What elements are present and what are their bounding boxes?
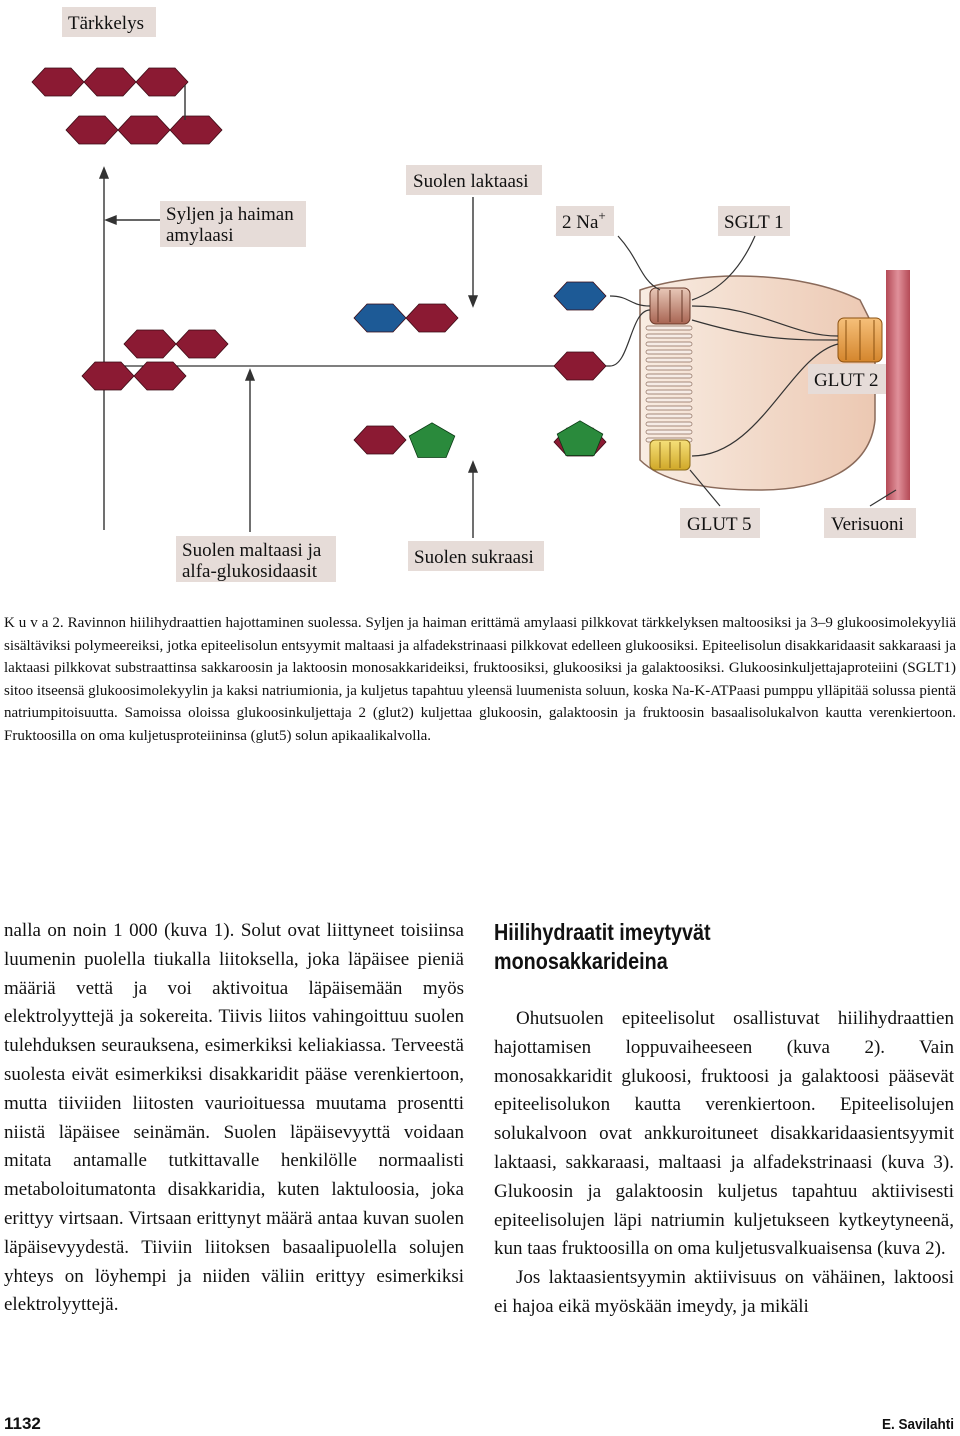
- microvillus: [646, 350, 692, 354]
- glucose-molecule: [354, 426, 406, 454]
- left-column-text: nalla on noin 1 000 (kuva 1). Solut ovat liittyneet toisiinsa luumenin puolella tiukalla liitoksella, joka läpäisee pieniä määriä vettä ja voi aktivoitua läpäisemään myös elektrolyyttejä ja sokereita. Tiivis liitos vahingoittuu suolen tulehduksen seurauksena, esimerkiksi keliakiassa. Terveestä suolesta eivät esimerkiksi disakkaridit pääse verenkiertoon, mutta tiiviiden liitosten vaurioituessa muutama prosentti niistä läpäisee seinämän. Suolen läpäisevyyttä voidaan mitata antamalle tutkittavalle henkilölle normaalisti metaboloitumatonta disakkaridia, kuten laktuloosia, joka erittyy virtsaan. Virtsaan erittynyt määrä antaa kuvan suolen läpäisevyydestä. Tiiviin liitoksen basaalipuolella solujen yhteys on löyhempi ja niiden väliin erittyy esimerkiksi elektrolyyttejä.: [4, 920, 464, 1316]
- enzyme-arrows: [100, 85, 610, 538]
- microvillus: [646, 358, 692, 362]
- svg-text:Suolen sukraasi: Suolen sukraasi: [414, 547, 534, 568]
- glut5-label: [680, 508, 760, 538]
- amylase-label: [160, 201, 306, 247]
- fructose-molecule: [557, 421, 603, 456]
- brush-border: [646, 326, 692, 442]
- lactase-label: [406, 165, 542, 195]
- microvillus: [646, 326, 692, 330]
- microvillus: [646, 342, 692, 346]
- svg-text:Tärkkelys: Tärkkelys: [68, 13, 144, 34]
- svg-text:GLUT 5: GLUT 5: [687, 514, 752, 535]
- starch-chain: [32, 68, 222, 144]
- glucose-molecule: [170, 116, 222, 144]
- sodium-label: [556, 206, 614, 236]
- glut5-transporter: [650, 440, 690, 470]
- galactose-molecule: [554, 282, 606, 310]
- glucose-molecule: [406, 304, 458, 332]
- right-paragraph-2: Jos laktaasientsyymin aktiivisuus on vähäinen, laktoosi ei hajoa eikä myöskään imeydy, ja mikäli: [494, 1267, 954, 1317]
- sglt1-transporter: [650, 288, 690, 324]
- right-paragraph-1: Ohutsuolen epiteelisolut osallistuvat hiilihydraattien hajottamisen loppuvaiheeseen (kuva 2). Vain monosakkaridit glukoosi, fruktoosi ja galaktoosi pääsevät epiteelisolukon kautta verenkiertoon. Epiteelisolujen solukalvoon ovat ankkuroituneet disakkaridaasientsyymit laktaasi, sakkaraasi, maltaasi ja alfadekstrinaasi (kuva 3). Glukoosin ja galaktoosin kuljetus tapahtuu aktiivisesti epiteelisolujen läpi natriumin kuljetukseen kytkeytyneenä, kun taas fruktoosilla on oma kuljetusvalkuaisensa (kuva 2).: [494, 1008, 954, 1260]
- svg-text:GLUT 2: GLUT 2: [814, 370, 879, 391]
- microvillus: [646, 334, 692, 338]
- svg-text:amylaasi: amylaasi: [166, 225, 234, 246]
- svg-text:2 Na+: 2 Na+: [562, 208, 606, 233]
- svg-text:Syljen ja haiman: Syljen ja haiman: [166, 204, 294, 225]
- carbohydrate-digestion-figure: [0, 0, 960, 600]
- glucose-molecule: [32, 68, 84, 96]
- microvillus: [646, 374, 692, 378]
- glut2-label: [808, 364, 888, 394]
- microvillus: [646, 390, 692, 394]
- svg-text:SGLT 1: SGLT 1: [724, 212, 784, 233]
- glucose-molecule: [554, 352, 606, 380]
- microvillus: [646, 422, 692, 426]
- glucose-molecule: [124, 330, 176, 358]
- author-name: E. Savilahti: [881, 1416, 954, 1433]
- left-column: [4, 917, 464, 1320]
- microvillus: [646, 406, 692, 410]
- glut2-transporter: [838, 318, 882, 362]
- svg-text:Suolen laktaasi: Suolen laktaasi: [413, 171, 529, 192]
- glucose-molecule: [176, 330, 228, 358]
- microvillus: [646, 414, 692, 418]
- microvillus: [646, 382, 692, 386]
- sugar-molecules: [82, 282, 606, 458]
- microvillus: [646, 366, 692, 370]
- svg-text:Suolen maltaasi ja: Suolen maltaasi ja: [182, 540, 322, 561]
- svg-text:Verisuoni: Verisuoni: [831, 514, 904, 535]
- sglt1-label: [718, 206, 790, 236]
- glucose-molecule: [118, 116, 170, 144]
- glucose-molecule: [84, 68, 136, 96]
- fructose-molecule: [409, 423, 455, 458]
- glucose-molecule: [66, 116, 118, 144]
- galactose-molecule: [354, 304, 406, 332]
- svg-text:alfa-glukosidaasit: alfa-glukosidaasit: [182, 561, 318, 582]
- figure-caption: K u v a 2. Ravinnon hiilihydraattien hajottaminen suolessa. Syljen ja haiman erittämä amylaasi pilkkovat tärkkelyksen maltoosiksi ja 3–9 glukoosimolekyyliä sisältäviksi polymeereiksi, jotka epiteelisolun entsyymit maltaasi ja alfadekstrinaasi pilkkovat edelleen glukoosiksi. Epiteelisolun disakkaridaasit sakkaraasi ja laktaasi pilkkovat substraattinsa sakkaroosin ja laktoosin monosakkarideiksi, fruktoosiksi, glukoosiksi ja galaktoosiksi. Glukoosinkuljettajaproteiini (SGLT1) sitoo itseensä glukoosimolekyylin ja kaksi natriumionia, ja kuljetus tapahtuu yleensä luumenista soluun, koska Na-K-ATPaasi pumppu ylläpitää solussa pientä natriumpitoisuutta. Samoissa oloissa glukoosinkuljettaja 2 (glut2) kuljettaa glukoosin, galaktoosin ja fruktoosin basaalisolukalvon kautta verenkiertoon. Fruktoosilla on oma kuljetusproteiininsa (glut5) solun apikaalikalvolla.: [4, 615, 956, 744]
- starch-label: [62, 7, 156, 37]
- sucrase-label: [408, 541, 544, 571]
- section-heading: Hiilihydraatit imeytyvät monosakkarideina: [494, 919, 711, 974]
- microvillus: [646, 430, 692, 434]
- vessel-label: [824, 508, 916, 538]
- glucose-molecule: [136, 68, 188, 96]
- page-number: 1132: [4, 1414, 41, 1433]
- right-column: [494, 1005, 954, 1322]
- maltase-label: [176, 536, 336, 582]
- blood-vessel: [886, 270, 910, 500]
- microvillus: [646, 398, 692, 402]
